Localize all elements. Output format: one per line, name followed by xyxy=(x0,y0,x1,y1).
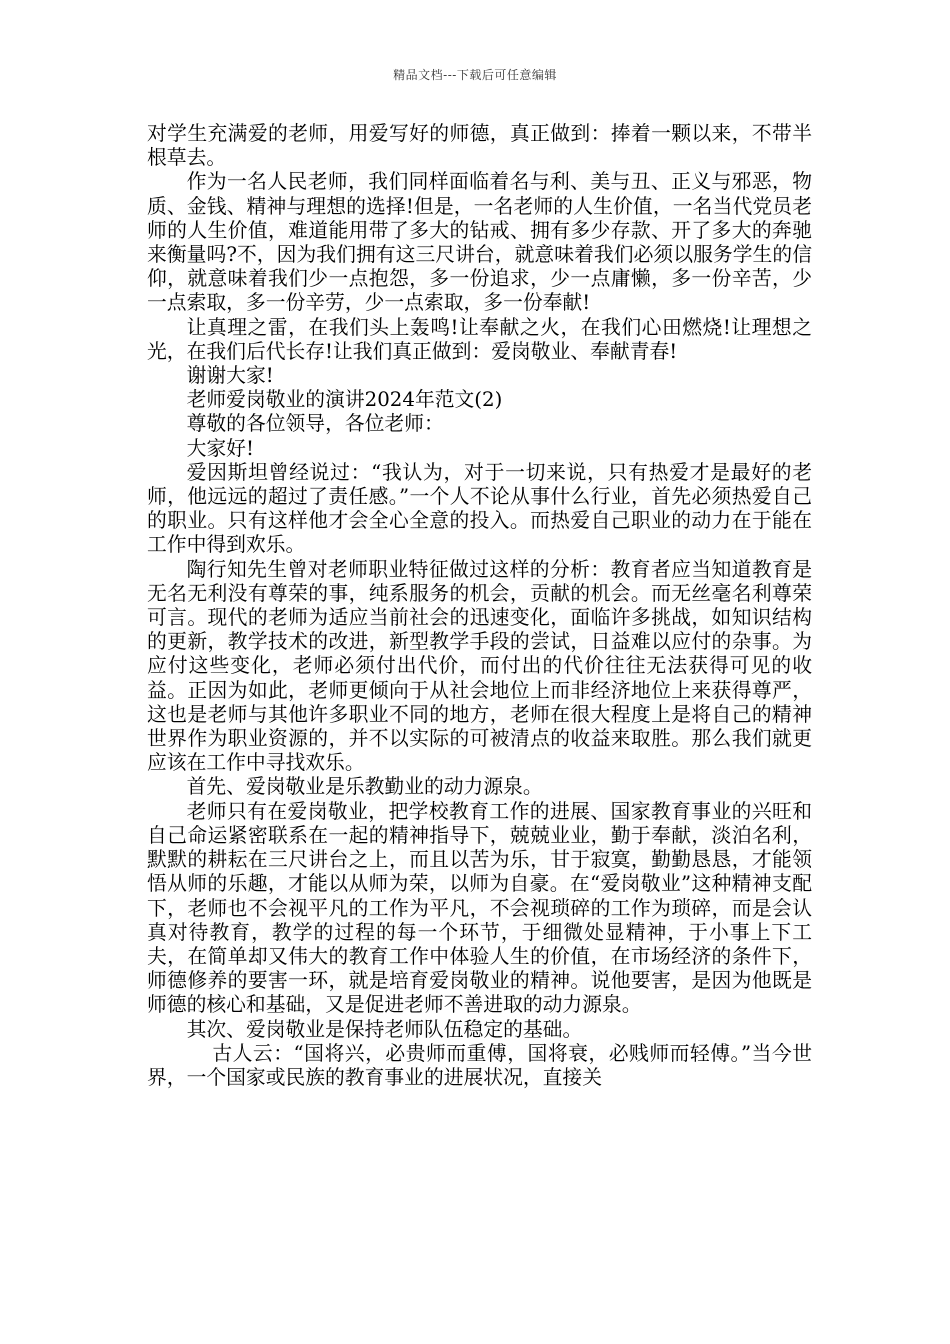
paragraph: 作为一名人民老师，我们同样面临着名与利、美与丑、正义与邪恶，物质、金钱、精神与理想的选择!但是，一名老师的人生价值，一名当代党员老师的人生价值，难道能用带了多大的钻戒、拥有多少存款、开了多大的奔驰来衡量吗?不，因为我们拥有这三尺讲台，就意味着我们必须以服务学生的信仰，就意味着我们少一点抱怨，多一份追求，少一点庸懒，多一份辛苦，少一点索取，多一份辛劳，少一点索取，多一份奉献! xyxy=(147,170,812,315)
paragraph: 其次、爱岗敬业是保持老师队伍稳定的基础。 xyxy=(186,1017,583,1041)
paragraph: 陶行知先生曾对老师职业特征做过这样的分析：教育者应当知道教育是无名无利没有尊荣的事，纯系服务的机会，贡献的机会。而无丝毫名利尊荣可言。现代的老师为适应当前社会的迅速变化，面临许多挑战，如知识结构的更新，教学技术的改进，新型教学手段的尝试，日益难以应付的杂事。为应付这些变化，老师必须付出代价，而付出的代价往往无法获得可见的收益。正因为如此，老师更倾向于从社会地位上而非经济地位上来获得尊严，这也是老师与其他许多职业不同的地方，老师在很大程度上是将自己的精神世界作为职业资源的，并不以实际的可被清点的收益来取胜。那么我们就更应该在工作中寻找欢乐。 xyxy=(147,557,812,775)
paragraph: 大家好! xyxy=(186,436,254,460)
paragraph: 老师只有在爱岗敬业，把学校教育工作的进展、国家教育事业的兴旺和自己命运紧密联系在一起的精神指导下，兢兢业业，勤于奉献，淡泊名利，默默的耕耘在三尺讲台之上，而且以苦为乐，甘于寂寞，勤勤恳恳，才能领悟从师的乐趣，才能以从师为荣，以师为自豪。在“爱岗敬业”这种精神支配下，老师也不会视平凡的工作为平凡，不会视琐碎的工作为琐碎，而是会认真对待教育，教学的过程的每一个环节，于细微处显精神，于小事上下工夫，在简单却又伟大的教育工作中体验人生的价值，在市场经济的条件下，师德修养的要害一环，就是培育爱岗敬业的精神。说他要害，是因为他既是师德的核心和基础，又是促进老师不善进取的动力源泉。 xyxy=(147,799,812,1017)
paragraph: 古人云：“国将兴，必贵师而重傅，国将衰，必贱师而轻傅。”当今世界，一个国家或民族的教育事业的进展状况，直接关 xyxy=(147,1041,812,1089)
paragraph: 首先、爱岗敬业是乐教勤业的动力源泉。 xyxy=(186,775,543,799)
page-header: 精品文档---下载后可任意编辑 xyxy=(393,68,557,82)
paragraph: 谢谢大家! xyxy=(186,364,274,388)
document-body xyxy=(147,122,812,1090)
paragraph: 对学生充满爱的老师，用爱写好的师德，真正做到：捧着一颗以来，不带半根草去。 xyxy=(147,122,812,170)
paragraph: 爱因斯坦曾经说过：“我认为，对于一切来说，只有热爱才是最好的老师，他远远的超过了责任感。”一个人不论从事什么行业，首先必须热爱自己的职业。只有这样他才会全心全意的投入。而热爱自己职业的动力在于能在工作中得到欢乐。 xyxy=(147,460,812,557)
paragraph: 让真理之雷，在我们头上轰鸣!让奉献之火，在我们心田燃烧!让理想之光，在我们后代长存!让我们真正做到：爱岗敬业、奉献青春! xyxy=(147,315,812,363)
paragraph: 老师爱岗敬业的演讲2024年范文(2) xyxy=(186,388,503,412)
paragraph: 尊敬的各位领导，各位老师： xyxy=(186,412,444,436)
